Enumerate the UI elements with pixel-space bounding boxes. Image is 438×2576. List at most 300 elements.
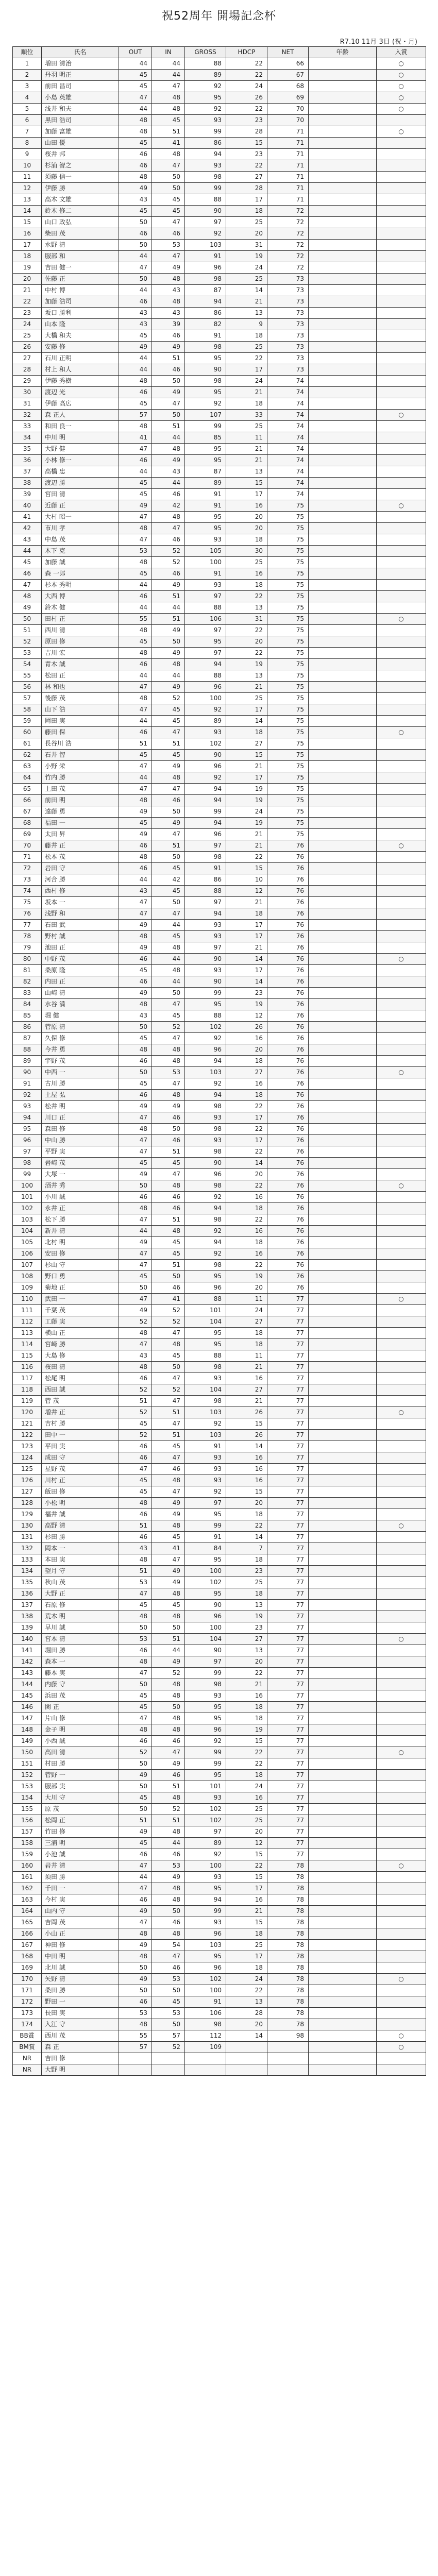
- age-cell: [309, 2053, 377, 2064]
- age-cell: [309, 1475, 377, 1486]
- rank-cell: 12: [13, 183, 42, 194]
- name-cell: 後藤 茂: [42, 693, 119, 704]
- in-cell: 44: [152, 1838, 185, 1849]
- in-cell: 44: [152, 58, 185, 70]
- age-cell: [309, 636, 377, 648]
- net-cell: 76: [267, 1067, 309, 1078]
- out-cell: 52: [119, 1384, 152, 1396]
- prize-cell: [377, 999, 426, 1010]
- in-cell: 49: [152, 818, 185, 829]
- table-row: [13, 874, 426, 886]
- rank-cell: 75: [13, 897, 42, 908]
- name-cell: 松下 勝: [42, 1214, 119, 1226]
- table-row: [13, 1770, 426, 1781]
- in-cell: 48: [152, 1894, 185, 1906]
- rank-cell: 143: [13, 1668, 42, 1679]
- gross-cell: 89: [185, 70, 226, 81]
- out-cell: 47: [119, 682, 152, 693]
- name-cell: 大橋 和夫: [42, 330, 119, 342]
- age-cell: [309, 1056, 377, 1067]
- rank-cell: 155: [13, 1804, 42, 1815]
- gross-cell: 94: [185, 1090, 226, 1101]
- in-cell: 46: [152, 1917, 185, 1928]
- age-cell: [309, 1702, 377, 1713]
- hdcp-cell: 18: [226, 1588, 267, 1600]
- age-cell: [309, 1962, 377, 1974]
- out-cell: 48: [119, 931, 152, 942]
- prize-cell: [377, 1622, 426, 1634]
- gross-cell: 97: [185, 840, 226, 852]
- prize-cell: [377, 1509, 426, 1520]
- net-cell: 77: [267, 1407, 309, 1418]
- out-cell: 48: [119, 421, 152, 432]
- in-cell: 46: [152, 1192, 185, 1203]
- table-row: [13, 840, 426, 852]
- out-cell: 47: [119, 534, 152, 546]
- prize-cell: [377, 194, 426, 206]
- hdcp-cell: 17: [226, 364, 267, 376]
- age-cell: [309, 421, 377, 432]
- age-cell: [309, 1090, 377, 1101]
- table-row: [13, 285, 426, 296]
- in-cell: 46: [152, 1112, 185, 1124]
- net-cell: 77: [267, 1430, 309, 1441]
- gross-cell: 93: [185, 1452, 226, 1464]
- hdcp-cell: 17: [226, 194, 267, 206]
- rank-cell: 40: [13, 500, 42, 512]
- gross-cell: 95: [185, 387, 226, 398]
- age-cell: [309, 1645, 377, 1656]
- out-cell: 44: [119, 364, 152, 376]
- age-cell: [309, 1554, 377, 1566]
- prize-cell: [377, 376, 426, 387]
- rank-cell: 68: [13, 818, 42, 829]
- hdcp-cell: 22: [226, 58, 267, 70]
- name-cell: 大野 健: [42, 444, 119, 455]
- age-cell: [309, 1452, 377, 1464]
- prize-cell: [377, 1396, 426, 1407]
- rank-cell: 158: [13, 1838, 42, 1849]
- hdcp-cell: 22: [226, 1214, 267, 1226]
- hdcp-cell: 18: [226, 1339, 267, 1350]
- age-cell: [309, 1407, 377, 1418]
- hdcp-cell: 15: [226, 138, 267, 149]
- net-cell: 77: [267, 1838, 309, 1849]
- prize-cell: [377, 398, 426, 410]
- out-cell: 46: [119, 1736, 152, 1747]
- in-cell: 49: [152, 1498, 185, 1509]
- rank-cell: 51: [13, 625, 42, 636]
- prize-cell: [377, 716, 426, 727]
- in-cell: 48: [152, 512, 185, 523]
- net-cell: 78: [267, 1928, 309, 1940]
- table-row: [13, 648, 426, 659]
- table-row: [13, 58, 426, 70]
- hdcp-cell: 18: [226, 1237, 267, 1248]
- rank-cell: 123: [13, 1441, 42, 1452]
- in-cell: 52: [152, 546, 185, 557]
- hdcp-cell: 28: [226, 183, 267, 194]
- gross-cell: 100: [185, 1985, 226, 1996]
- in-cell: 46: [152, 330, 185, 342]
- out-cell: 44: [119, 716, 152, 727]
- gross-cell: 95: [185, 444, 226, 455]
- rank-cell: 154: [13, 1792, 42, 1804]
- out-cell: 46: [119, 976, 152, 988]
- age-cell: [309, 1600, 377, 1611]
- prize-cell: [377, 1078, 426, 1090]
- rank-cell: 161: [13, 1872, 42, 1883]
- out-cell: 48: [119, 1328, 152, 1339]
- table-row: [13, 1124, 426, 1135]
- net-cell: 76: [267, 1248, 309, 1260]
- out-cell: 49: [119, 342, 152, 353]
- net-cell: 76: [267, 1033, 309, 1044]
- hdcp-cell: 19: [226, 1611, 267, 1622]
- name-cell: 望月 守: [42, 1566, 119, 1577]
- prize-cell: [377, 2064, 426, 2076]
- name-cell: 永井 正: [42, 1203, 119, 1214]
- net-cell: 67: [267, 70, 309, 81]
- gross-cell: 93: [185, 1112, 226, 1124]
- gross-cell: 92: [185, 1226, 226, 1237]
- hdcp-cell: 14: [226, 285, 267, 296]
- in-cell: 48: [152, 1883, 185, 1894]
- in-cell: 49: [152, 262, 185, 274]
- name-cell: 岩崎 茂: [42, 1158, 119, 1169]
- gross-cell: 95: [185, 1702, 226, 1713]
- rank-cell: 110: [13, 1294, 42, 1305]
- gross-cell: 98: [185, 1146, 226, 1158]
- rank-cell: 114: [13, 1339, 42, 1350]
- prize-cell: [377, 1554, 426, 1566]
- header-net: NET: [267, 47, 309, 58]
- prize-cell: [377, 1656, 426, 1668]
- rank-cell: 109: [13, 1282, 42, 1294]
- name-cell: 中田 明: [42, 1951, 119, 1962]
- table-row: [13, 1554, 426, 1566]
- net-cell: 72: [267, 240, 309, 251]
- rank-cell: 112: [13, 1316, 42, 1328]
- prize-cell: [377, 1237, 426, 1248]
- hdcp-cell: 16: [226, 1226, 267, 1237]
- prize-cell: [377, 455, 426, 466]
- out-cell: 48: [119, 115, 152, 126]
- hdcp-cell: 22: [226, 70, 267, 81]
- prize-cell: [377, 988, 426, 999]
- out-cell: 43: [119, 308, 152, 319]
- out-cell: 45: [119, 965, 152, 976]
- gross-cell: 88: [185, 194, 226, 206]
- out-cell: 44: [119, 104, 152, 115]
- in-cell: 51: [152, 1214, 185, 1226]
- in-cell: 51: [152, 1430, 185, 1441]
- rank-cell: 106: [13, 1248, 42, 1260]
- age-cell: [309, 1996, 377, 2008]
- in-cell: 48: [152, 1724, 185, 1736]
- hdcp-cell: 26: [226, 1022, 267, 1033]
- in-cell: 51: [152, 126, 185, 138]
- name-cell: 佐藤 正: [42, 274, 119, 285]
- hdcp-cell: 26: [226, 1407, 267, 1418]
- prize-cell: [377, 160, 426, 172]
- in-cell: 47: [152, 523, 185, 534]
- out-cell: 51: [119, 738, 152, 750]
- prize-cell: [377, 738, 426, 750]
- gross-cell: 97: [185, 625, 226, 636]
- hdcp-cell: 13: [226, 466, 267, 478]
- in-cell: 46: [152, 1770, 185, 1781]
- in-cell: 44: [152, 1645, 185, 1656]
- out-cell: 49: [119, 1101, 152, 1112]
- age-cell: [309, 659, 377, 670]
- name-cell: 杉本 秀明: [42, 580, 119, 591]
- rank-cell: 100: [13, 1180, 42, 1192]
- in-cell: 45: [152, 1350, 185, 1362]
- hdcp-cell: 27: [226, 1384, 267, 1396]
- table-row: [13, 421, 426, 432]
- hdcp-cell: 20: [226, 2019, 267, 2030]
- in-cell: 48: [152, 1713, 185, 1724]
- name-cell: 吉村 勝: [42, 1418, 119, 1430]
- in-cell: 49: [152, 580, 185, 591]
- prize-cell: [377, 2053, 426, 2064]
- hdcp-cell: 27: [226, 1634, 267, 1645]
- in-cell: 44: [152, 920, 185, 931]
- in-cell: 52: [152, 2042, 185, 2053]
- prize-cell: [377, 1486, 426, 1498]
- out-cell: 49: [119, 1974, 152, 1985]
- age-cell: [309, 251, 377, 262]
- rank-cell: 63: [13, 761, 42, 772]
- name-cell: 工藤 実: [42, 1316, 119, 1328]
- prize-cell: [377, 1373, 426, 1384]
- hdcp-cell: 22: [226, 104, 267, 115]
- gross-cell: 93: [185, 931, 226, 942]
- in-cell: 48: [152, 149, 185, 160]
- out-cell: 50: [119, 1781, 152, 1792]
- hdcp-cell: 22: [226, 1758, 267, 1770]
- in-cell: 49: [152, 387, 185, 398]
- gross-cell: 100: [185, 1860, 226, 1872]
- out-cell: 48: [119, 1044, 152, 1056]
- in-cell: 46: [152, 489, 185, 500]
- hdcp-cell: 25: [226, 1940, 267, 1951]
- name-cell: 浅井 和夫: [42, 104, 119, 115]
- net-cell: 75: [267, 591, 309, 602]
- hdcp-cell: 18: [226, 1090, 267, 1101]
- net-cell: 76: [267, 1022, 309, 1033]
- net-cell: 68: [267, 81, 309, 92]
- page-title: 祝52周年 開場記念杯: [162, 10, 276, 23]
- net-cell: 77: [267, 1611, 309, 1622]
- rank-cell: BM賞: [13, 2042, 42, 2053]
- rank-cell: 172: [13, 1996, 42, 2008]
- net-cell: 72: [267, 251, 309, 262]
- age-cell: [309, 1588, 377, 1600]
- in-cell: 44: [152, 478, 185, 489]
- net-cell: 75: [267, 557, 309, 568]
- table-row: [13, 1180, 426, 1192]
- net-cell: 77: [267, 1792, 309, 1804]
- name-cell: 木下 克: [42, 546, 119, 557]
- prize-cell: [377, 1679, 426, 1690]
- prize-cell: ○: [377, 614, 426, 625]
- prize-cell: [377, 172, 426, 183]
- in-cell: 46: [152, 228, 185, 240]
- out-cell: 55: [119, 2030, 152, 2042]
- hdcp-cell: 12: [226, 1010, 267, 1022]
- table-row: [13, 1294, 426, 1305]
- in-cell: [152, 2053, 185, 2064]
- net-cell: 77: [267, 1713, 309, 1724]
- prize-cell: [377, 1169, 426, 1180]
- prize-cell: [377, 568, 426, 580]
- net-cell: 75: [267, 625, 309, 636]
- gross-cell: 97: [185, 897, 226, 908]
- age-cell: [309, 942, 377, 954]
- rank-cell: 69: [13, 829, 42, 840]
- in-cell: 50: [152, 1702, 185, 1713]
- rank-cell: 88: [13, 1044, 42, 1056]
- net-cell: 74: [267, 466, 309, 478]
- table-row: [13, 92, 426, 104]
- gross-cell: 95: [185, 1554, 226, 1566]
- hdcp-cell: 23: [226, 1566, 267, 1577]
- prize-cell: [377, 319, 426, 330]
- name-cell: 浜田 茂: [42, 1690, 119, 1702]
- in-cell: 54: [152, 1940, 185, 1951]
- rank-cell: 36: [13, 455, 42, 466]
- out-cell: 48: [119, 1554, 152, 1566]
- gross-cell: 92: [185, 1418, 226, 1430]
- hdcp-cell: 27: [226, 172, 267, 183]
- net-cell: 77: [267, 1577, 309, 1588]
- table-row: [13, 1645, 426, 1656]
- rank-cell: 19: [13, 262, 42, 274]
- out-cell: 50: [119, 274, 152, 285]
- hdcp-cell: 15: [226, 750, 267, 761]
- name-cell: 伊藤 高広: [42, 398, 119, 410]
- rank-cell: 89: [13, 1056, 42, 1067]
- out-cell: 51: [119, 1520, 152, 1532]
- hdcp-cell: 31: [226, 240, 267, 251]
- table-row: [13, 659, 426, 670]
- in-cell: 52: [152, 1022, 185, 1033]
- age-cell: [309, 1498, 377, 1509]
- hdcp-cell: 17: [226, 772, 267, 784]
- age-cell: [309, 319, 377, 330]
- prize-cell: [377, 240, 426, 251]
- net-cell: 75: [267, 716, 309, 727]
- age-cell: [309, 1928, 377, 1940]
- rank-cell: 71: [13, 852, 42, 863]
- gross-cell: 99: [185, 183, 226, 194]
- gross-cell: 91: [185, 863, 226, 874]
- in-cell: 42: [152, 500, 185, 512]
- table-row: [13, 1758, 426, 1770]
- in-cell: 51: [152, 614, 185, 625]
- gross-cell: 102: [185, 1022, 226, 1033]
- name-cell: 小池 誠: [42, 1849, 119, 1860]
- prize-cell: [377, 1328, 426, 1339]
- out-cell: 48: [119, 999, 152, 1010]
- name-cell: 森本 一: [42, 1656, 119, 1668]
- net-cell: 76: [267, 1282, 309, 1294]
- name-cell: 田中 一: [42, 1430, 119, 1441]
- prize-cell: [377, 557, 426, 568]
- prize-cell: [377, 1566, 426, 1577]
- age-cell: [309, 1226, 377, 1237]
- name-cell: 山崎 清: [42, 988, 119, 999]
- hdcp-cell: 18: [226, 398, 267, 410]
- age-cell: [309, 1067, 377, 1078]
- age-cell: [309, 398, 377, 410]
- age-cell: [309, 976, 377, 988]
- table-row: [13, 1203, 426, 1214]
- net-cell: 76: [267, 886, 309, 897]
- rank-cell: 159: [13, 1849, 42, 1860]
- out-cell: 44: [119, 670, 152, 682]
- prize-cell: [377, 704, 426, 716]
- name-cell: 早川 誠: [42, 1622, 119, 1634]
- name-cell: 石井 智: [42, 750, 119, 761]
- gross-cell: 89: [185, 716, 226, 727]
- table-row: [13, 750, 426, 761]
- net-cell: 77: [267, 1520, 309, 1532]
- header-hdcp: HDCP: [226, 47, 267, 58]
- hdcp-cell: 21: [226, 761, 267, 772]
- prize-cell: [377, 863, 426, 874]
- table-row: [13, 1872, 426, 1883]
- rank-cell: 22: [13, 296, 42, 308]
- hdcp-cell: 12: [226, 1838, 267, 1849]
- net-cell: 75: [267, 682, 309, 693]
- rank-cell: 142: [13, 1656, 42, 1668]
- prize-cell: ○: [377, 1520, 426, 1532]
- age-cell: [309, 772, 377, 784]
- rank-cell: 11: [13, 172, 42, 183]
- net-cell: 74: [267, 410, 309, 421]
- gross-cell: 94: [185, 1203, 226, 1214]
- out-cell: 45: [119, 138, 152, 149]
- gross-cell: 96: [185, 1724, 226, 1736]
- hdcp-cell: 22: [226, 1860, 267, 1872]
- gross-cell: 95: [185, 92, 226, 104]
- name-cell: 小川 誠: [42, 1192, 119, 1203]
- age-cell: [309, 1033, 377, 1044]
- gross-cell: 94: [185, 818, 226, 829]
- out-cell: 50: [119, 1282, 152, 1294]
- hdcp-cell: 13: [226, 1600, 267, 1611]
- name-cell: 菅 茂: [42, 1396, 119, 1407]
- out-cell: 47: [119, 512, 152, 523]
- hdcp-cell: 15: [226, 1849, 267, 1860]
- out-cell: 50: [119, 1622, 152, 1634]
- gross-cell: 106: [185, 614, 226, 625]
- rank-cell: 42: [13, 523, 42, 534]
- out-cell: 44: [119, 580, 152, 591]
- table-row: [13, 1815, 426, 1826]
- age-cell: [309, 466, 377, 478]
- gross-cell: 103: [185, 1430, 226, 1441]
- prize-cell: [377, 1158, 426, 1169]
- table-row: [13, 1532, 426, 1543]
- gross-cell: 92: [185, 1033, 226, 1044]
- hdcp-cell: 22: [226, 591, 267, 602]
- out-cell: 43: [119, 1010, 152, 1022]
- out-cell: 48: [119, 523, 152, 534]
